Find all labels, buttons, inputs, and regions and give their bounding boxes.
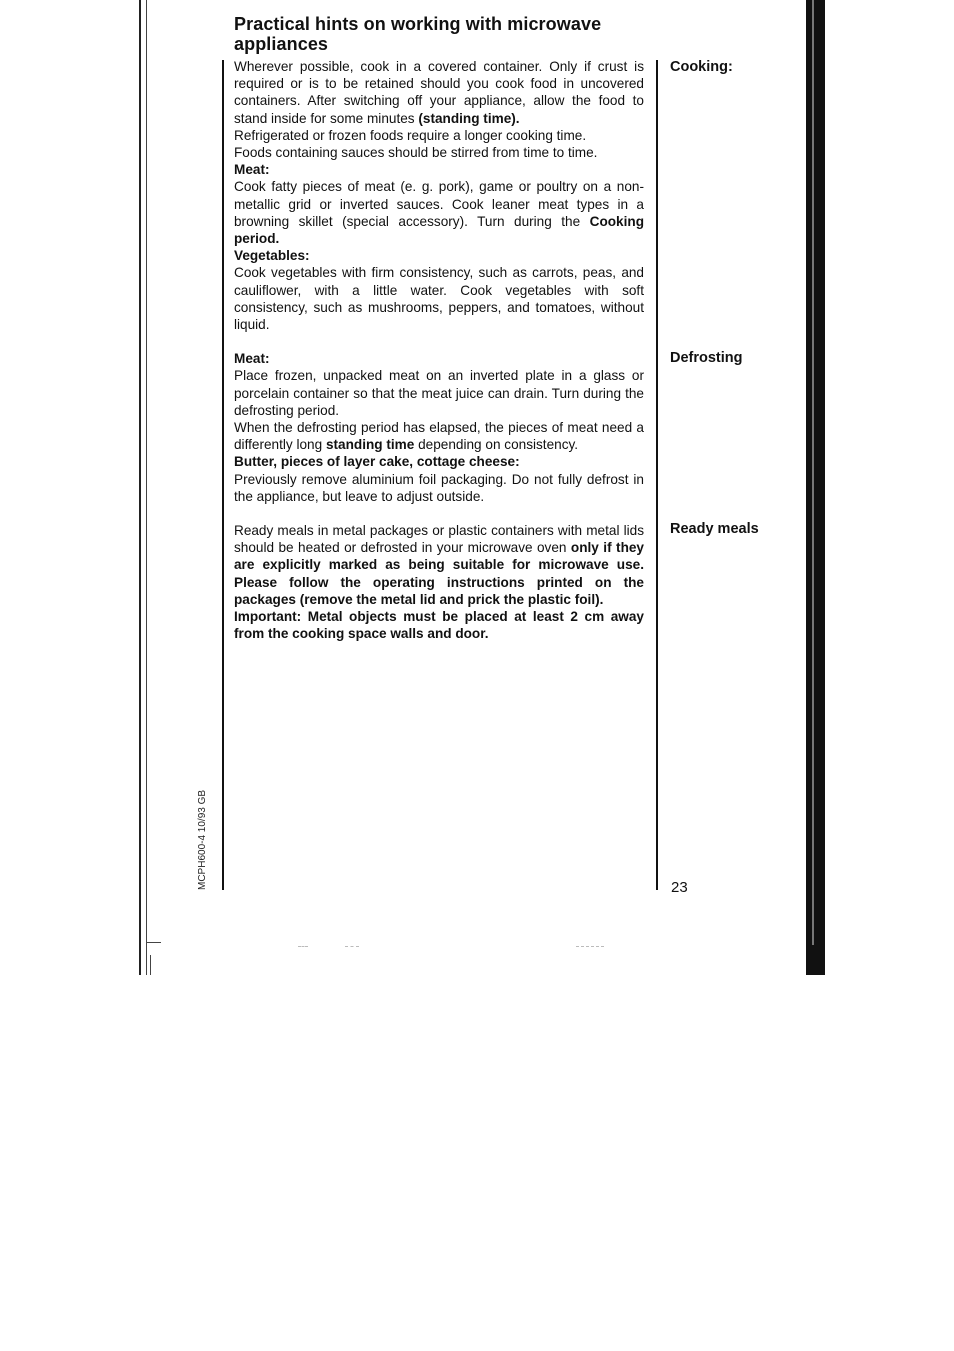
cooking-intro-text: Wherever possible, cook in a covered container. Only if crust is required or is to be retained should you cook food in uncovered containers. After switching off your appliance, allow the food to stand inside for some minutes [234,59,644,126]
left-column-rule [222,60,224,890]
cooking-intro-paragraph [234,58,644,127]
defrosting-section [234,350,644,505]
standing-time-term: (standing time). [418,110,520,126]
defrosting-meat-paragraph: Place frozen, unpacked meat on an inverted plate in a glass or porcelain container so that the meat juice can drain. Turn during the defrosting period. [234,368,644,418]
sidebar-heading-ready-meals: Ready meals [670,521,759,537]
cooking-meat-paragraph [234,178,644,247]
defrosting-butter-heading: Butter, pieces of layer cake, cottage cheese: [234,454,520,470]
middle-column-rule [656,60,658,890]
important-notice: Important: Metal objects must be placed at least 2 cm away from the cooking space walls and door. [234,609,644,642]
scan-speck [576,946,604,948]
binding-line-outer [139,0,141,975]
ready-meals-section [234,522,644,642]
ready-meals-paragraph [234,522,644,608]
sidebar-heading-defrosting: Defrosting [670,350,743,366]
page-edge-bar-gap [812,0,814,945]
main-text-column [234,58,644,643]
defrosting-standing-text: When the defrosting period has elapsed, the pieces of meat need a differently long [234,420,644,453]
binding-line-inner [146,0,147,975]
cooking-section [234,58,644,333]
cooking-vegetables-paragraph: Cook vegetables with firm consistency, such as carrots, peas, and cauliflower, with a little water. Cook vegetables with soft consistency, such as mushrooms, peppers, and tomatoes, without liquid. [234,265,644,333]
scan-speck [298,946,308,948]
cooking-refrigerated-paragraph: Refrigerated or frozen foods require a longer cooking time. [234,127,587,143]
cooking-vegetables-heading: Vegetables: [234,248,310,264]
cooking-period-term: Cooking period. [234,213,644,247]
cooking-meat-text: Cook fatty pieces of meat (e. g. pork), game or poultry on a non-metallic grid or inverted sauces. Cook leaner meat types in a browning skillet (special accessory). Turn during the [234,179,644,229]
binding-tick [147,942,161,943]
page-edge-bar [806,0,825,975]
scan-speck [345,946,359,948]
page-number: 23 [671,879,688,896]
document-code: MCPH600-4 10/93 GB [197,789,208,890]
ready-meals-warning: only if they are explicitly marked as being suitable for microwave use. Please follow the operating instructions printed on the packages (remove the metal lid and prick the plastic foil). [234,540,644,607]
defrosting-butter-paragraph: Previously remove aluminium foil packaging. Do not fully defrost in the appliance, but leave to adjust outside. [234,471,644,504]
defrosting-standing-tail: depending on consistency. [414,437,579,453]
cooking-meat-heading: Meat: [234,162,270,178]
ready-meals-text: Ready meals in metal packages or plastic containers with metal lids should be heated or defrosted in your microwave oven [234,523,644,556]
defrosting-meat-heading: Meat: [234,351,270,367]
sidebar-heading-cooking: Cooking: [670,59,733,75]
defrosting-standing-paragraph [234,419,644,453]
binding-line-short [150,955,151,975]
page-title: Practical hints on working with microwave appliances [234,14,602,54]
cooking-sauces-paragraph: Foods containing sauces should be stirred from time to time. [234,145,598,161]
standing-time-term-2: standing time [325,437,415,453]
